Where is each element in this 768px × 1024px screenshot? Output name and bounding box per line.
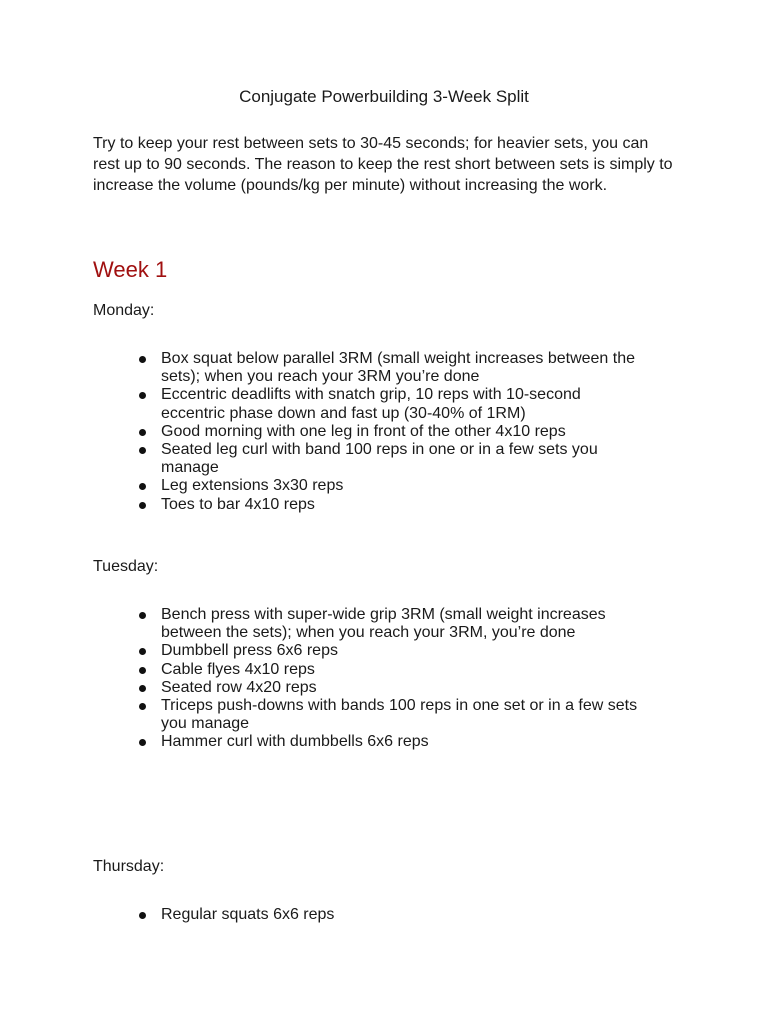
list-item: Good morning with one leg in front of the other 4x10 reps	[161, 423, 641, 441]
day-label-monday: Monday:	[93, 302, 155, 319]
list-item: Seated row 4x20 reps	[161, 679, 641, 697]
list-item: Triceps push-downs with bands 100 reps in one set or in a few sets you manage	[161, 697, 641, 733]
list-item: Seated leg curl with band 100 reps in one or in a few sets you manage	[161, 441, 641, 477]
list-item: Dumbbell press 6x6 reps	[161, 642, 641, 660]
list-item: Hammer curl with dumbbells 6x6 reps	[161, 733, 641, 751]
list-item: Eccentric deadlifts with snatch grip, 10 reps with 10-second eccentric phase down and fast up (30-40% of 1RM)	[161, 386, 641, 422]
list-item: Toes to bar 4x10 reps	[161, 496, 641, 514]
list-item: Regular squats 6x6 reps	[161, 906, 641, 924]
exercise-list-tuesday	[161, 606, 641, 752]
list-item: Bench press with super-wide grip 3RM (small weight increases between the sets); when you reach your 3RM, you’re done	[161, 606, 641, 642]
list-item: Box squat below parallel 3RM (small weight increases between the sets); when you reach your 3RM you’re done	[161, 350, 641, 386]
day-label-tuesday: Tuesday:	[93, 558, 159, 575]
exercise-list-thursday	[161, 906, 641, 924]
list-item: Leg extensions 3x30 reps	[161, 477, 641, 495]
week-heading: Week 1	[93, 257, 168, 282]
intro-paragraph: Try to keep your rest between sets to 30-45 seconds; for heavier sets, you can rest up to 90 seconds. The reason to keep the rest short between sets is simply to increase the volume (pounds/kg per minute) without increasing the work.	[93, 135, 673, 194]
document-title: Conjugate Powerbuilding 3-Week Split	[239, 87, 529, 106]
list-item: Cable flyes 4x10 reps	[161, 661, 641, 679]
exercise-list-monday	[161, 350, 641, 514]
day-label-thursday: Thursday:	[93, 858, 165, 875]
